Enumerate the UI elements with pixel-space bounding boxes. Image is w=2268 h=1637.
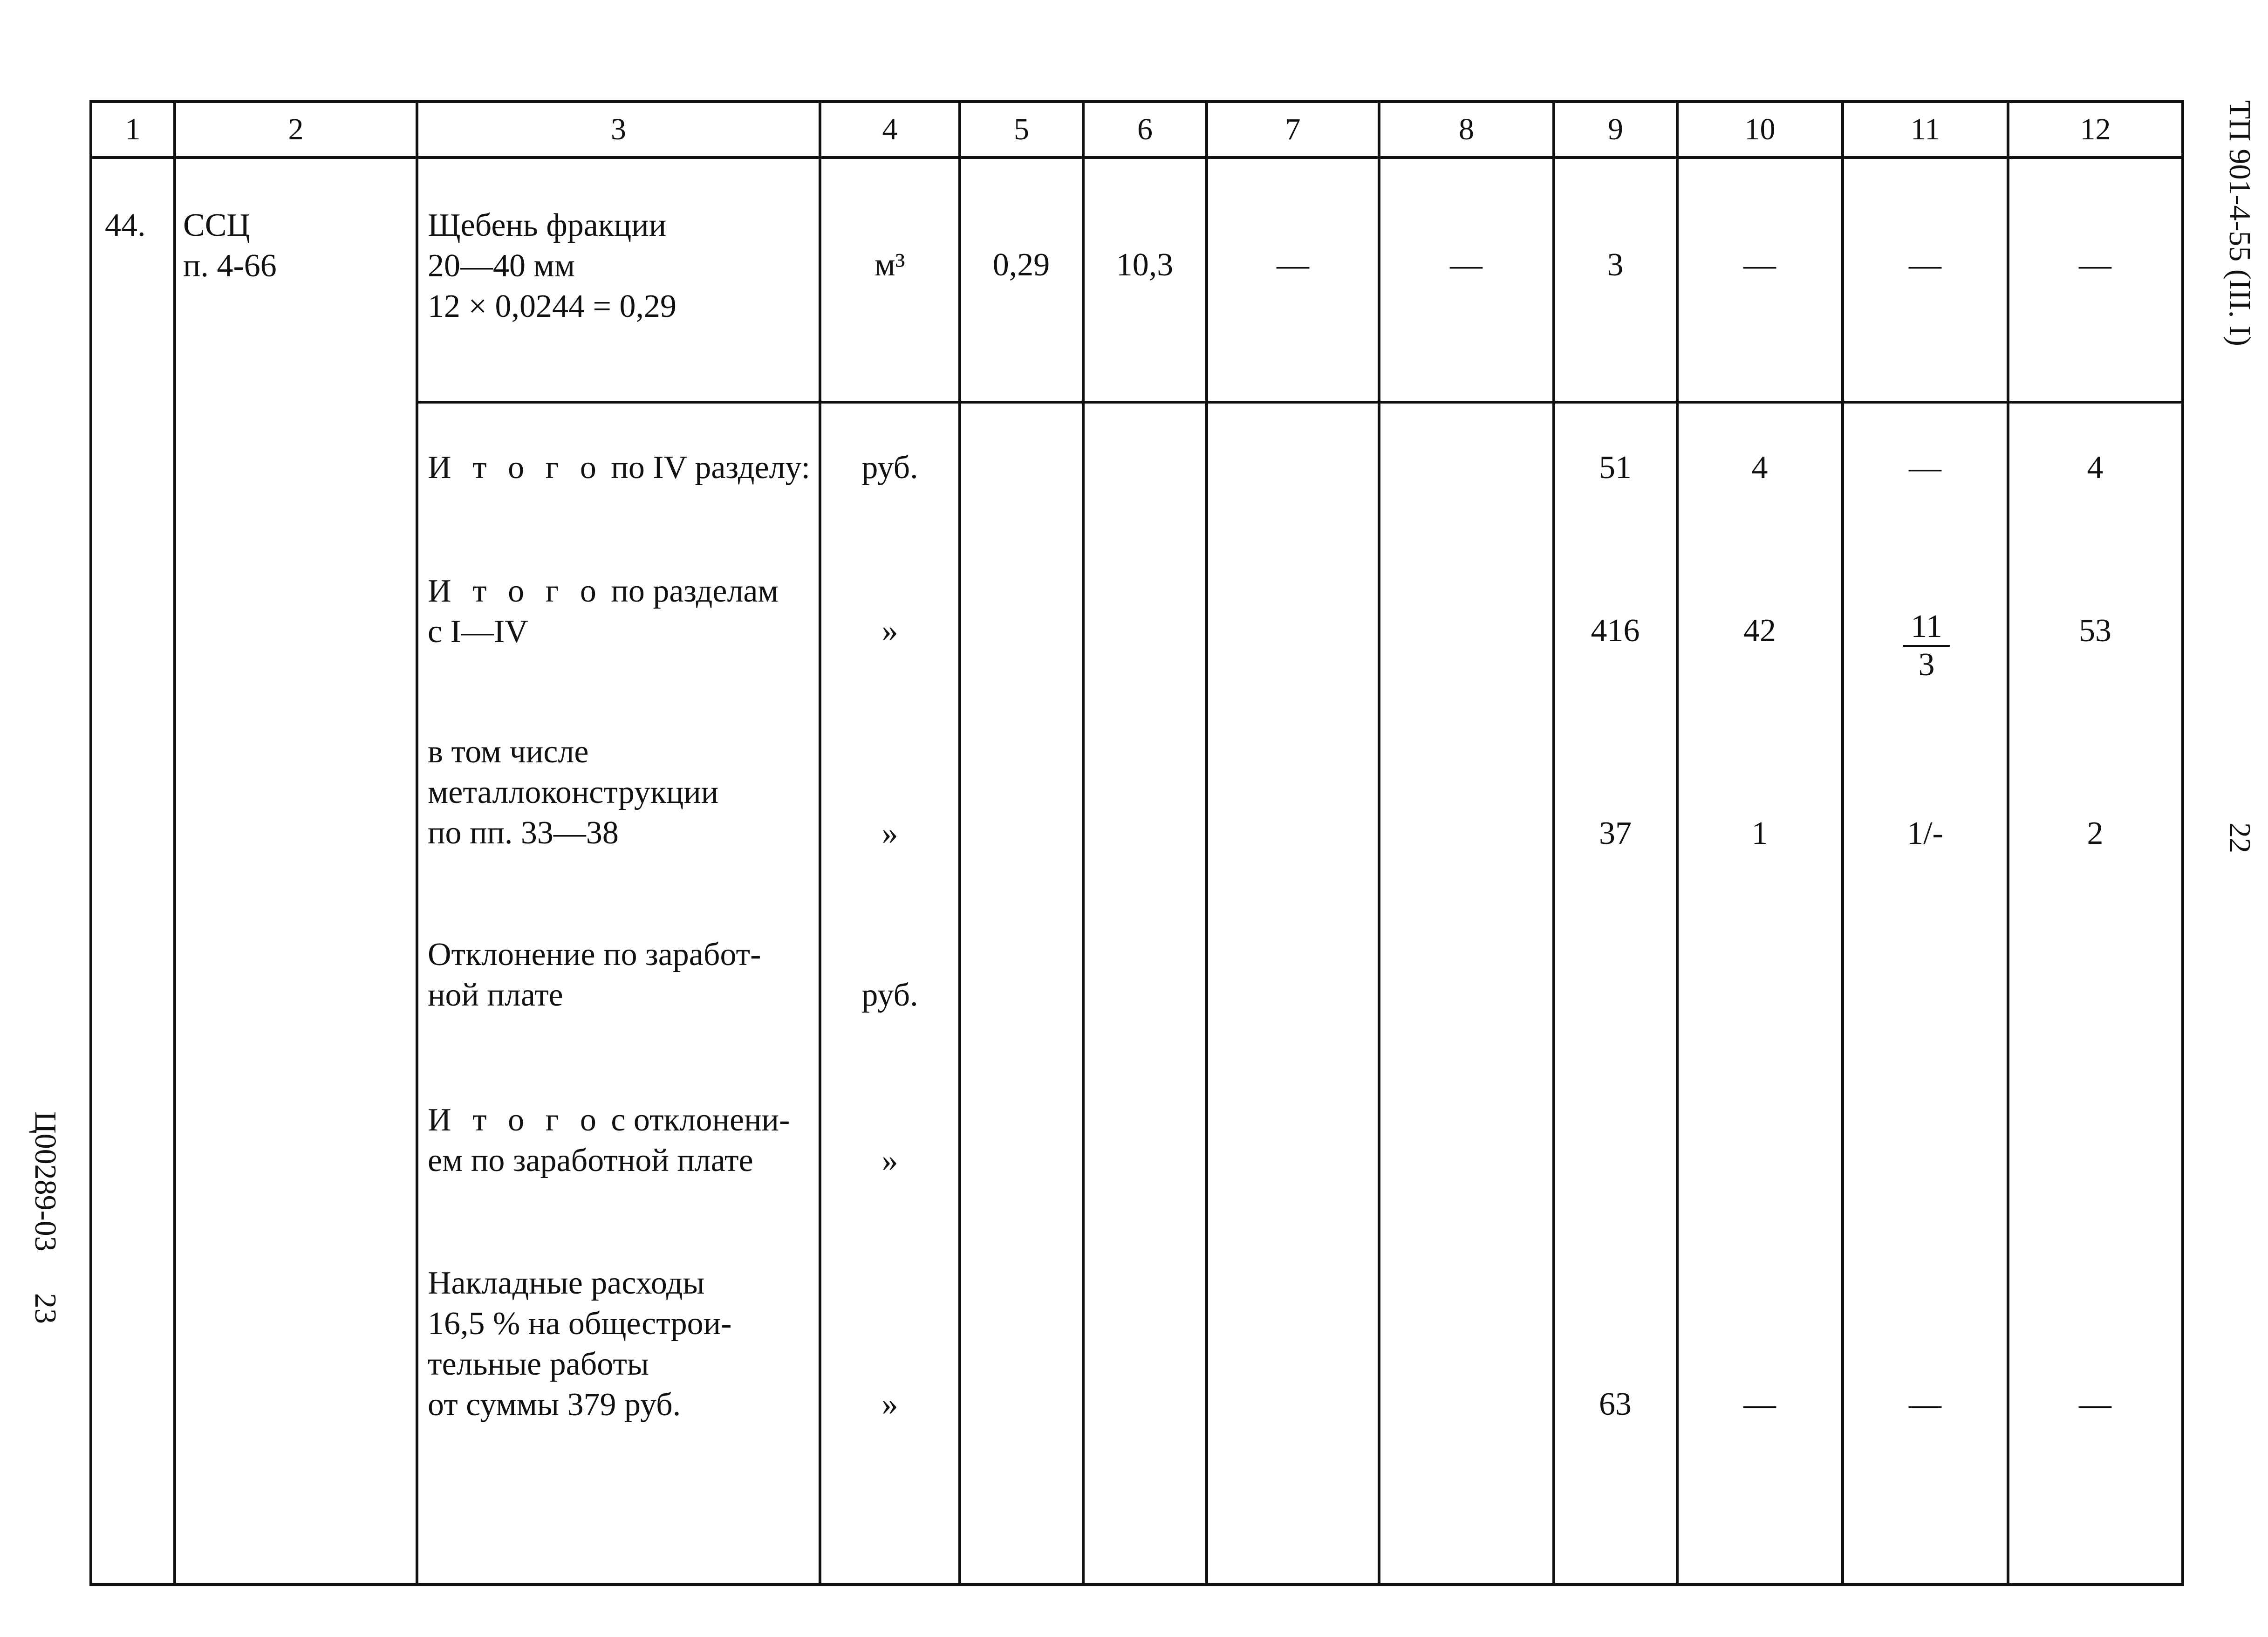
overhead-col9: 63 bbox=[1599, 1386, 1632, 1422]
total-section-iv-col12: 4 bbox=[2087, 450, 2104, 486]
overhead-col10: — bbox=[1743, 1386, 1776, 1422]
right-margin-page: 22 bbox=[2223, 822, 2257, 853]
fraction-numerator: 11 bbox=[1911, 609, 1942, 644]
total-sections-label-line: с I—IV bbox=[428, 614, 528, 650]
metal-structures-col10: 1 bbox=[1751, 815, 1768, 851]
total-label-rest: по разделам bbox=[611, 573, 779, 609]
total-sections-label-line bbox=[428, 571, 779, 611]
item-unit: м³ bbox=[874, 247, 905, 283]
metal-structures-line: по пп. 33—38 bbox=[428, 815, 619, 851]
total-sections-col11-fraction bbox=[1885, 610, 1968, 681]
total-section-iv-label bbox=[428, 447, 810, 488]
left-margin-code: Ц00289-03 bbox=[28, 1111, 62, 1252]
metal-structures-col11: 1/- bbox=[1907, 815, 1943, 851]
wage-deviation-line: Отклонение по заработ- bbox=[428, 937, 761, 973]
total-label-rest: с отклонени- bbox=[611, 1102, 790, 1138]
overhead-line: от суммы 379 руб. bbox=[428, 1387, 681, 1423]
overhead-label bbox=[428, 1263, 731, 1425]
total-section-iv-col11: — bbox=[1909, 450, 1941, 486]
total-label-rest: по IV разделу: bbox=[611, 450, 811, 486]
total-label-spaced: И т о г о bbox=[428, 573, 603, 609]
overhead-col11: — bbox=[1909, 1386, 1941, 1422]
overhead-col12: — bbox=[2079, 1386, 2111, 1422]
column-header: 8 bbox=[1459, 112, 1474, 146]
total-sections-unit: » bbox=[881, 613, 898, 649]
metal-structures-line: в том числе bbox=[428, 734, 589, 770]
total-deviation-line bbox=[428, 1100, 790, 1140]
item-price: 10,3 bbox=[1116, 247, 1174, 283]
total-section-iv-col9: 51 bbox=[1599, 450, 1632, 486]
column-header: 10 bbox=[1744, 112, 1776, 146]
left-margin-page: 23 bbox=[28, 1293, 62, 1324]
column-header: 6 bbox=[1137, 112, 1153, 146]
overhead-line: тельные работы bbox=[428, 1346, 649, 1382]
total-deviation-line: ем по заработной плате bbox=[428, 1143, 753, 1178]
column-header: 2 bbox=[288, 112, 304, 146]
overhead-line: 16,5 % на общестрои- bbox=[428, 1306, 732, 1342]
total-section-iv-col10: 4 bbox=[1751, 450, 1768, 486]
item-number: 44. bbox=[105, 207, 146, 243]
wage-deviation-unit: руб. bbox=[861, 977, 918, 1013]
column-header: 9 bbox=[1608, 112, 1623, 146]
column-header: 4 bbox=[882, 112, 898, 146]
item-col8: — bbox=[1450, 247, 1482, 283]
column-header: 12 bbox=[2080, 112, 2111, 146]
column-header: 1 bbox=[125, 112, 141, 146]
overhead-line: Накладные расходы bbox=[428, 1265, 705, 1301]
item-col12: — bbox=[2079, 247, 2111, 283]
item-quantity: 0,29 bbox=[992, 247, 1050, 283]
metal-structures-col9: 37 bbox=[1599, 815, 1632, 851]
item-description-line: Щебень фракции bbox=[428, 207, 667, 243]
item-col7: — bbox=[1277, 247, 1309, 283]
metal-structures-line: металлоконструкции bbox=[428, 774, 719, 810]
right-margin-code: ТП 901-4-55 (III. I) bbox=[2223, 100, 2257, 346]
metal-structures-col12: 2 bbox=[2087, 815, 2104, 851]
total-section-iv-unit: руб. bbox=[861, 450, 918, 486]
item-col11: — bbox=[1909, 247, 1941, 283]
item-col9: 3 bbox=[1607, 247, 1624, 283]
total-sections-col10: 42 bbox=[1743, 613, 1776, 649]
item-reference-line: п. 4-66 bbox=[183, 248, 277, 284]
item-description bbox=[428, 205, 676, 327]
item-reference bbox=[183, 205, 277, 286]
metal-structures-label bbox=[428, 732, 718, 853]
total-deviation-unit: » bbox=[881, 1143, 898, 1178]
wage-deviation-label bbox=[428, 934, 761, 1015]
item-description-line: 12 × 0,0244 = 0,29 bbox=[428, 288, 676, 324]
total-label-spaced: И т о г о bbox=[428, 1102, 603, 1138]
column-header: 7 bbox=[1285, 112, 1301, 146]
wage-deviation-line: ной плате bbox=[428, 977, 563, 1013]
metal-structures-unit: » bbox=[881, 815, 898, 851]
total-sections-label bbox=[428, 571, 779, 652]
total-sections-col12: 53 bbox=[2079, 613, 2111, 649]
total-sections-col9: 416 bbox=[1591, 613, 1640, 649]
column-header: 5 bbox=[1014, 112, 1029, 146]
total-label-spaced: И т о г о bbox=[428, 450, 603, 486]
total-deviation-label bbox=[428, 1100, 790, 1181]
fraction-denominator: 3 bbox=[1918, 647, 1935, 683]
item-col10: — bbox=[1743, 247, 1776, 283]
column-header: 11 bbox=[1910, 112, 1940, 146]
overhead-unit: » bbox=[881, 1386, 898, 1422]
item-reference-line: ССЦ bbox=[183, 207, 250, 243]
item-description-line: 20—40 мм bbox=[428, 248, 575, 284]
column-header: 3 bbox=[611, 112, 626, 146]
